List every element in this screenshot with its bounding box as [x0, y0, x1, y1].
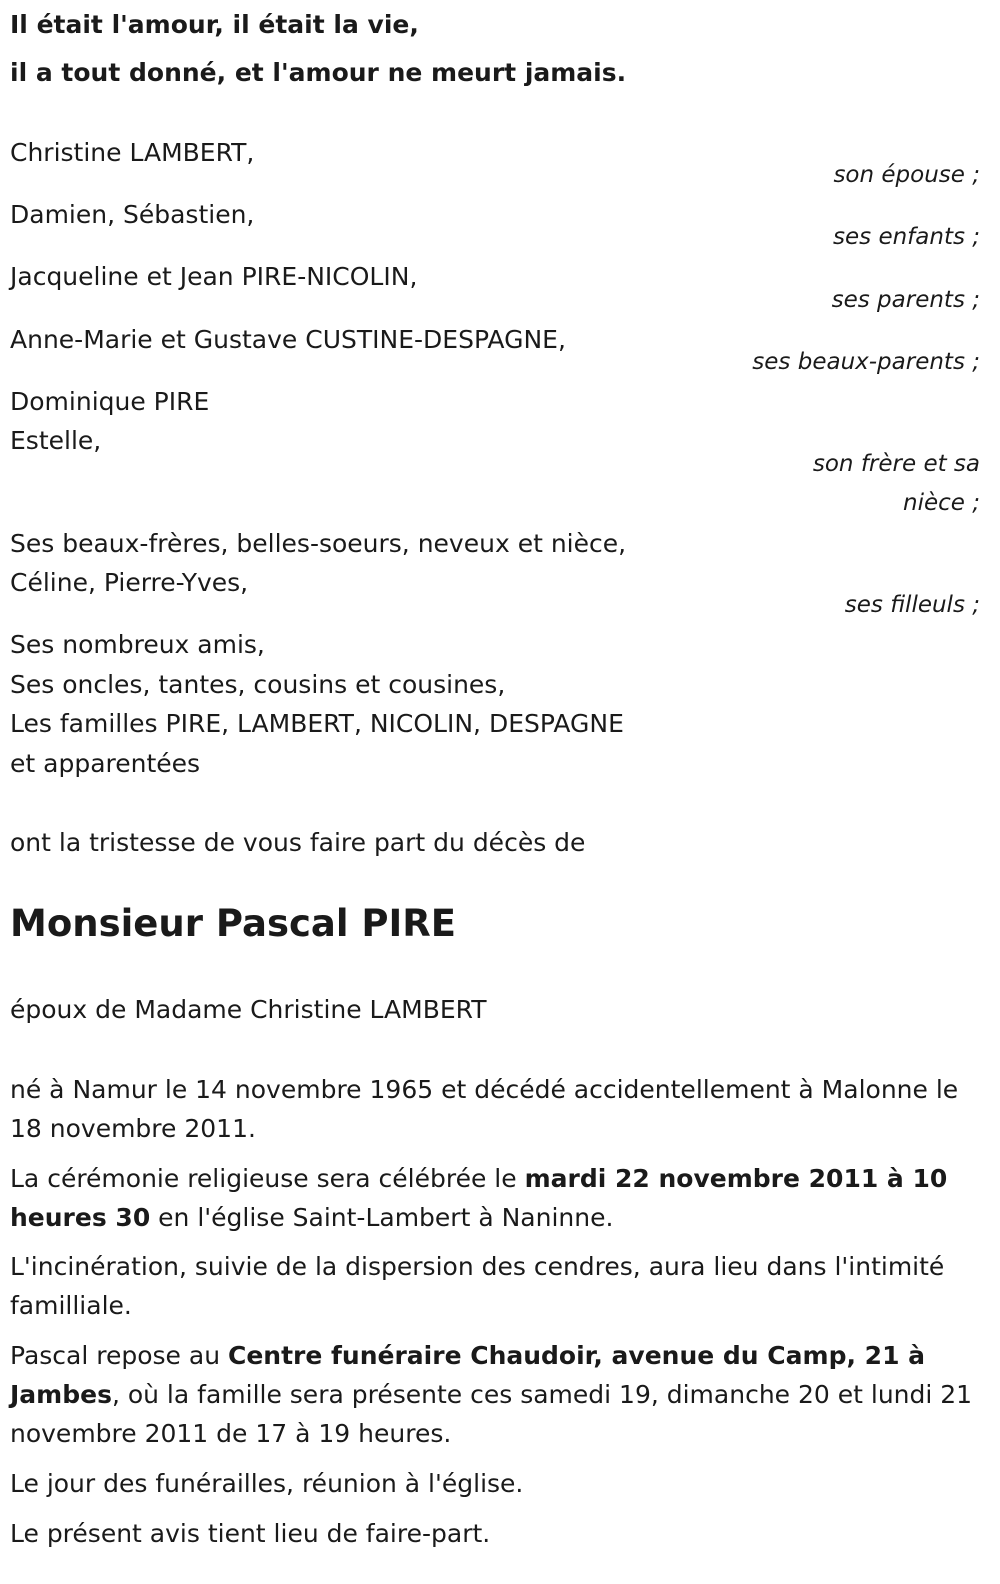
birth-death-paragraph: né à Namur le 14 novembre 1965 et décédé accidentellement à Malonne le 18 novembre 2011. [10, 1075, 959, 1143]
family-name-children: Damien, Sébastien, [10, 200, 255, 229]
family-name-families: Les familles PIRE, LAMBERT, NICOLIN, DESPAGNE [10, 709, 624, 738]
notice-paragraph: Le présent avis tient lieu de faire-part. [10, 1519, 491, 1548]
family-name-niece: Estelle, [10, 426, 102, 455]
family-role-spouse: son épouse ; [833, 162, 980, 188]
family-name-in-laws: Anne-Marie et Gustave CUSTINE-DESPAGNE, [10, 325, 566, 354]
funeral-day-paragraph: Le jour des funérailles, réunion à l'église. [10, 1469, 524, 1498]
incineration-paragraph: L'incinération, suivie de la dispersion des cendres, aura lieu dans l'intimité familliale. [10, 1252, 945, 1320]
family-name-uncles: Ses oncles, tantes, cousins et cousines, [10, 670, 506, 699]
repose-location: Centre funéraire Chaudoir, avenue du Camp, 21 à Jambes [10, 1341, 926, 1409]
family-role-parents: ses parents ; [831, 287, 980, 313]
deceased-name: Monsieur Pascal PIRE [10, 902, 457, 945]
spouse-line: époux de Madame Christine LAMBERT [10, 995, 487, 1024]
family-name-spouse: Christine LAMBERT, [10, 138, 255, 167]
family-role-in-laws: ses beaux-parents ; [752, 349, 980, 375]
repose-text-post: , où la famille sera présente ces samedi 19, dimanche 20 et lundi 21 novembre 2011 de 17 à 19 heures. [10, 1380, 973, 1448]
family-name-relatives: Ses beaux-frères, belles-soeurs, neveux et nièce, [10, 529, 627, 558]
ceremony-datetime: mardi 22 novembre 2011 à 10 heures 30 [10, 1164, 948, 1232]
family-name-parents: Jacqueline et Jean PIRE-NICOLIN, [10, 262, 418, 291]
announcement: ont la tristesse de vous faire part du décès de [10, 828, 586, 857]
ceremony-text-post: en l'église Saint-Lambert à Naninne. [150, 1203, 614, 1232]
ceremony-paragraph [10, 1159, 985, 1237]
epigraph-line-1: Il était l'amour, il était la vie, [10, 10, 419, 39]
repose-text-pre: Pascal repose au [10, 1341, 228, 1370]
family-name-friends: Ses nombreux amis, [10, 630, 265, 659]
family-name-related: et apparentées [10, 749, 201, 778]
family-name-godchildren: Céline, Pierre-Yves, [10, 568, 249, 597]
repose-paragraph [10, 1336, 985, 1453]
epigraph-line-2: il a tout donné, et l'amour ne meurt jamais. [10, 58, 627, 87]
family-role-godchildren: ses filleuls ; [844, 592, 980, 618]
family-name-brother: Dominique PIRE [10, 387, 210, 416]
family-role-brother-niece-1: son frère et sa [812, 451, 980, 477]
family-role-children: ses enfants ; [833, 224, 980, 250]
family-role-brother-niece-2: nièce ; [903, 490, 980, 516]
ceremony-text-pre: La cérémonie religieuse sera célébrée le [10, 1164, 525, 1193]
